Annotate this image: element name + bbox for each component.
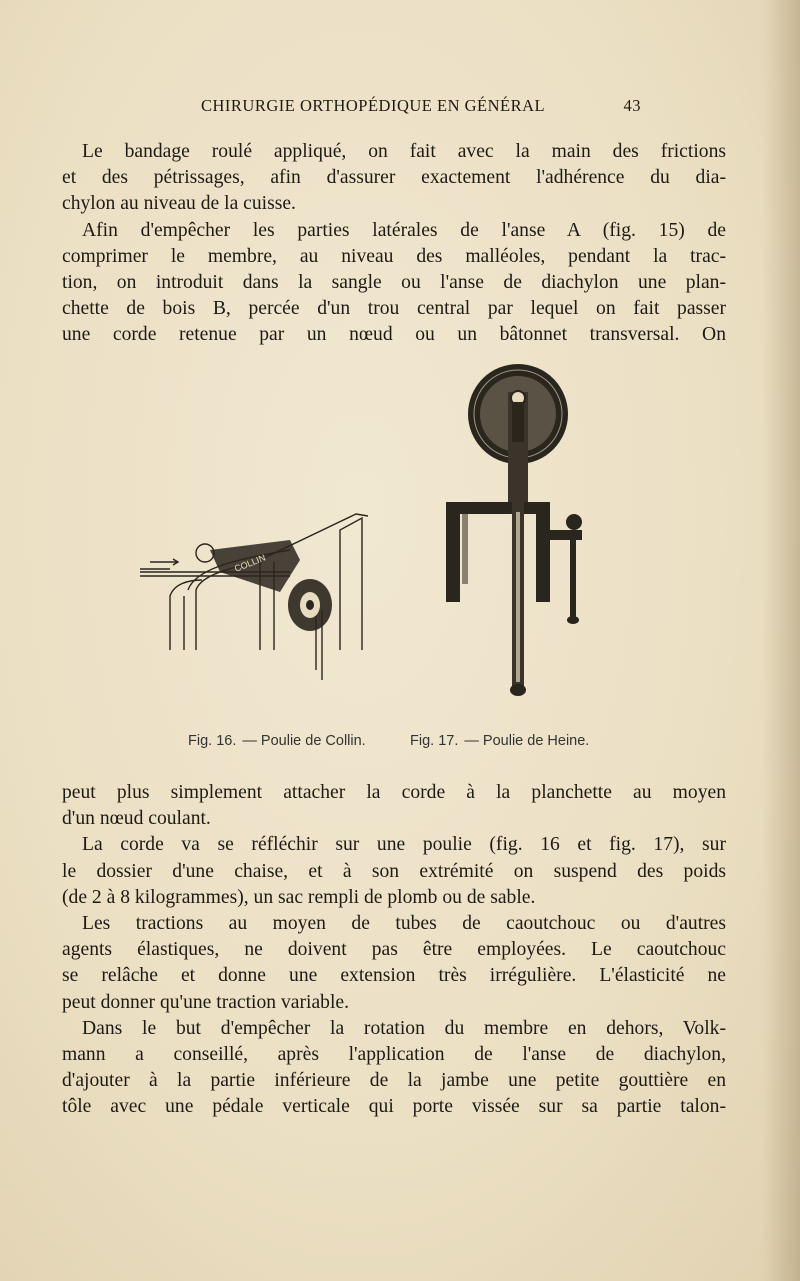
running-title: CHIRURGIE ORTHOPÉDIQUE EN GÉNÉRAL (201, 96, 546, 115)
text-line: peut donner qu'une traction variable. (62, 991, 349, 1013)
text-line: La corde va se réfléchir sur une poulie (fig. 16 et fig. 17), sur (82, 834, 726, 856)
text-line: mann a conseillé, après l'application de l'anse de diachylon, (62, 1044, 726, 1066)
text-line: agents élastiques, ne doivent pas être employées. Le caoutchouc (62, 939, 726, 961)
text-line: d'ajouter à la partie inférieure de la jambe une petite gouttière en (62, 1070, 726, 1092)
top-text-block (62, 139, 726, 349)
fig17-number: Fig. 17. (410, 733, 459, 749)
text-line: d'un nœud coulant. (62, 808, 211, 830)
text-line: tôle avec une pédale verticale qui porte vissée sur sa partie talon- (62, 1096, 726, 1118)
text-line: chylon au niveau de la cuisse. (62, 193, 296, 215)
fig16-pulley-collin-illustration (140, 500, 380, 700)
fig16-caption-text: — Poulie de Collin. (242, 733, 366, 749)
bottom-text-block (62, 780, 726, 1121)
collin-engraving: COLLIN (233, 552, 267, 574)
page-number: 43 (623, 96, 641, 115)
running-header (201, 96, 641, 116)
fig17-caption (410, 733, 589, 749)
text-line: Dans le but d'empêcher la rotation du membre en dehors, Volk- (82, 1017, 726, 1039)
text-line: Afin d'empêcher les parties latérales de l'anse A (fig. 15) de (82, 219, 726, 241)
text-line: et des pétrissages, afin d'assurer exactement l'adhérence du dia- (62, 167, 726, 189)
text-line: tion, on introduit dans la sangle ou l'anse de diachylon une plan- (62, 272, 726, 294)
text-line: comprimer le membre, au niveau des malléoles, pendant la trac- (62, 245, 726, 267)
text-line: une corde retenue par un nœud ou un bâtonnet transversal. On (62, 324, 726, 346)
text-line: chette de bois B, percée d'un trou central par lequel on fait passer (62, 298, 726, 320)
text-line: peut plus simplement attacher la corde à la planchette au moyen (62, 782, 726, 803)
text-line: (de 2 à 8 kilogrammes), un sac rempli de plomb ou de sable. (62, 886, 536, 908)
fig17-pulley-heine-illustration (438, 362, 598, 702)
text-line: se relâche et donne une extension très irrégulière. L'élasticité ne (62, 965, 726, 987)
fig16-caption (188, 733, 366, 749)
text-line: Les tractions au moyen de tubes de caoutchouc ou d'autres (82, 913, 726, 935)
text-line: Le bandage roulé appliqué, on fait avec la main des frictions (82, 141, 726, 162)
text-line: le dossier d'une chaise, et à son extrémité on suspend des poids (62, 860, 726, 882)
page-edge-shadow (762, 0, 800, 1281)
fig17-caption-text: — Poulie de Heine. (464, 733, 590, 749)
fig16-number: Fig. 16. (188, 733, 237, 749)
